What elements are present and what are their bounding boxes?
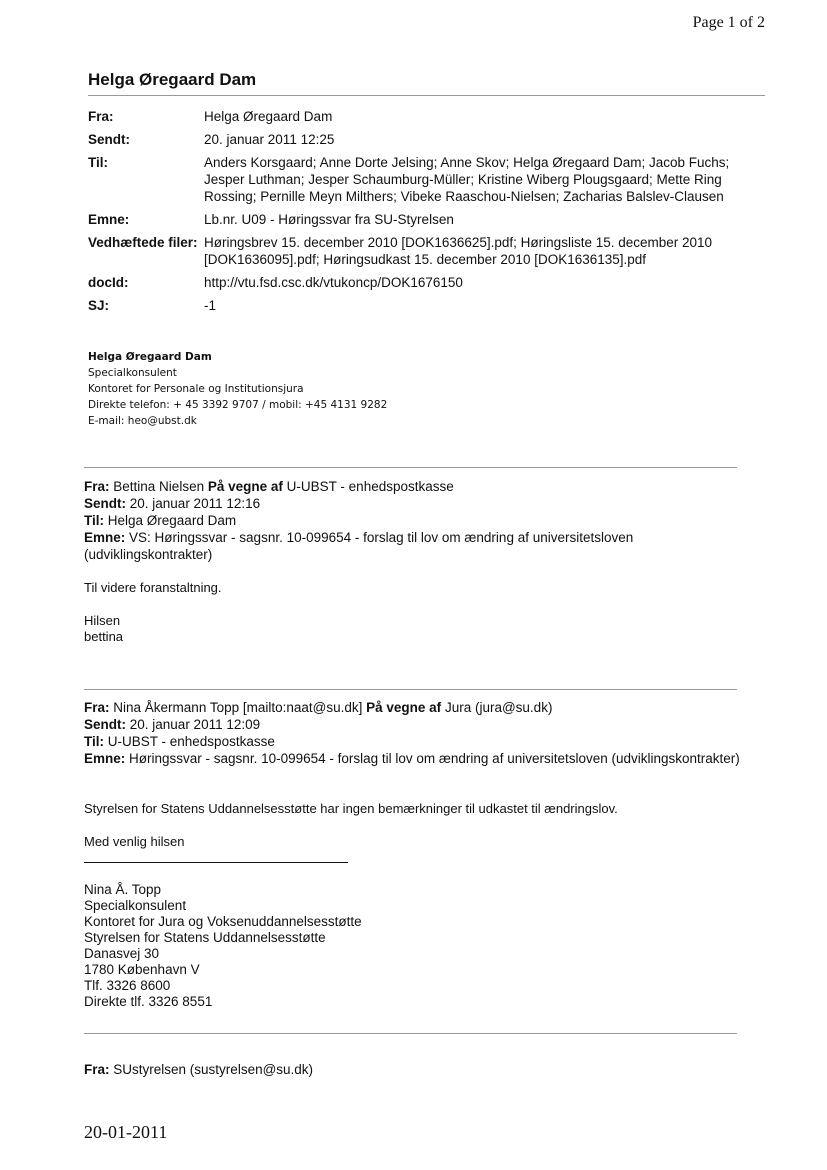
email-header [88, 108, 759, 320]
msg2-sig-line: 1780 København V [84, 962, 200, 977]
signature-block [88, 349, 387, 429]
msg2-sent-label: Sendt: [84, 717, 126, 732]
attachments-label: Vedhæftede filer: [88, 235, 198, 250]
msg2-closing: Med venlig hilsen [84, 834, 185, 849]
message-divider [84, 467, 737, 468]
msg2-body: Styrelsen for Statens Uddannelsesstøtte har ingen bemærkninger til udkastet til ændringslov. [84, 801, 618, 816]
msg1-greeting-line1: Hilsen [84, 613, 121, 628]
docid-value: http://vtu.fsd.csc.dk/vtukoncp/DOK1676150 [204, 275, 463, 290]
msg2-signature [84, 882, 362, 1010]
subject-label: Emne: [88, 212, 130, 227]
msg2-to-label: Til: [84, 734, 104, 749]
msg2-sig-line: Danasvej 30 [84, 946, 160, 961]
title-divider [88, 95, 765, 96]
msg1-sent-value: 20. januar 2011 12:16 [129, 496, 261, 511]
msg1-from-label: Fra: [84, 479, 110, 494]
msg1-subject-value: VS: Høringssvar - sagsnr. 10-099654 - forslag til lov om ændring af universitetsloven (udviklingskontrakter) [84, 530, 634, 562]
msg2-from-mailbox: Jura (jura@su.dk) [444, 700, 553, 715]
signature-office: Kontoret for Personale og Institutionsjura [88, 383, 304, 395]
from-label: Fra: [88, 109, 114, 124]
sj-value: -1 [204, 298, 217, 313]
msg3-from-label: Fra: [84, 1062, 110, 1077]
msg2-sig-line: Kontoret for Jura og Voksenuddannelsesstøtte [84, 914, 362, 929]
msg2-from-label: Fra: [84, 700, 110, 715]
msg2-sig-line: Styrelsen for Statens Uddannelsesstøtte [84, 930, 326, 945]
msg2-sent-value: 20. januar 2011 12:09 [129, 717, 261, 732]
msg1-on-behalf: På vegne af [207, 479, 283, 494]
msg2-sig-line: Nina Å. Topp [84, 882, 162, 897]
msg1-to-label: Til: [84, 513, 104, 528]
msg1-greeting-line2: bettina [84, 629, 124, 644]
attachments-value: Høringsbrev 15. december 2010 [DOK1636625].pdf; Høringsliste 15. december 2010 [DOK1636095].pdf; Høringsudkast 15. december 2010 [DOK1636135].pdf [204, 235, 713, 267]
msg1-subject-label: Emne: [84, 530, 126, 545]
sj-label: SJ: [88, 298, 110, 313]
msg2-from-name: Nina Åkermann Topp [mailto:naat@su.dk] [113, 700, 363, 715]
msg2-sig-line: Tlf. 3326 8600 [84, 978, 171, 993]
signature-phone: Direkte telefon: + 45 3392 9707 / mobil: +45 4131 9282 [88, 399, 388, 411]
signature-line [84, 862, 348, 863]
msg1-greeting [84, 613, 123, 645]
forwarded-message-2 [84, 699, 744, 767]
signature-name: Helga Øregaard Dam [88, 351, 212, 363]
to-value: Anders Korsgaard; Anne Dorte Jelsing; Anne Skov; Helga Øregaard Dam; Jacob Fuchs; Jesper Luthman; Jesper Schaumburg-Müller; Kristine Wiberg Plougsgaard; Mette Ring Rossing; Pernille Meyn Milthers; Vibeke Raaschou-Nielsen; Zacharias Balslev-Clausen [204, 155, 730, 204]
message-divider [84, 1033, 737, 1034]
msg1-body: Til videre foranstaltning. [84, 580, 222, 595]
sent-label: Sendt: [88, 132, 130, 147]
forwarded-message-3 [84, 1061, 313, 1078]
from-value: Helga Øregaard Dam [204, 109, 333, 124]
msg3-from-value: SUstyrelsen (sustyrelsen@su.dk) [113, 1062, 314, 1077]
msg2-on-behalf: På vegne af [366, 700, 442, 715]
subject-value: Lb.nr. U09 - Høringssvar fra SU-Styrelsen [204, 212, 454, 227]
msg2-sig-line: Direkte tlf. 3326 8551 [84, 994, 213, 1009]
message-divider [84, 689, 737, 690]
msg2-to-value: U-UBST - enhedspostkasse [107, 734, 275, 749]
to-label: Til: [88, 155, 108, 170]
msg1-from-mailbox: U-UBST - enhedspostkasse [286, 479, 454, 494]
sent-value: 20. januar 2011 12:25 [204, 132, 335, 147]
msg1-sent-label: Sendt: [84, 496, 126, 511]
signature-email: E-mail: heo@ubst.dk [88, 415, 197, 427]
signature-title: Specialkonsulent [88, 367, 177, 379]
docid-label: docId: [88, 275, 129, 290]
msg2-subject-value: Høringssvar - sagsnr. 10-099654 - forslag til lov om ændring af universitetsloven (udviklingskontrakter) [129, 751, 740, 766]
msg1-from-name: Bettina Nielsen [113, 479, 205, 494]
forwarded-message-1 [84, 478, 744, 563]
page-title: Helga Øregaard Dam [88, 70, 257, 89]
msg1-to-value: Helga Øregaard Dam [107, 513, 237, 528]
footer-date: 20-01-2011 [84, 1122, 168, 1142]
page-number: Page 1 of 2 [692, 14, 765, 31]
msg2-subject-label: Emne: [84, 751, 126, 766]
msg2-sig-line: Specialkonsulent [84, 898, 187, 913]
